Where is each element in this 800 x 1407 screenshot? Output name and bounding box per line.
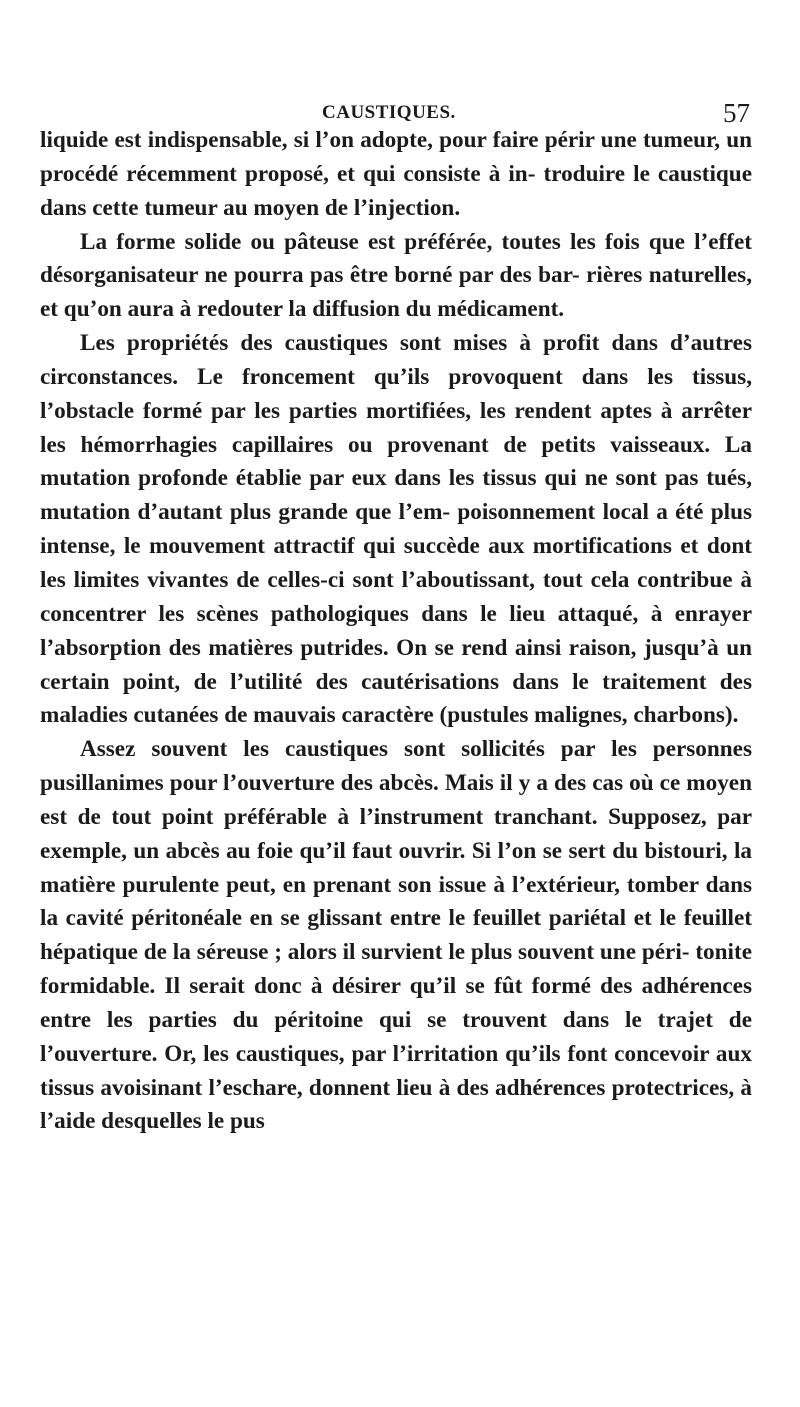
document-page (40, 84, 752, 1139)
paragraph-abscess: Assez souvent les caustiques sont sollicités par les personnes pusillanimes pour l’ouverture des abcès. Mais il y a des cas où ce moyen est de tout point préférable à l’instrument tranchant. Supposez, par exemple, un abcès au foie qu’il faut ouvrir. Si l’on se sert du bistouri, la matière purulente peut, en prenant son issue à l’extérieur, tomber dans la cavité péritonéale en se glissant entre le feuillet pariétal et le feuillet hépatique de la séreuse ; alors il survient le plus souvent une péri- tonite formidable. Il serait donc à désirer qu’il se fût formé des adhérences entre les parties du péritoine qui se trouvent dans le trajet de l’ouverture. Or, les caustiques, par l’irritation qu’ils font concevoir aux tissus avoisinant l’eschare, donnent lieu à des adhérences protectrices, à l’aide desquelles le pus (40, 736, 752, 1135)
paragraph-properties: Les propriétés des caustiques sont mises à profit dans d’autres circonstances. Le froncement qu’ils provoquent dans les tissus, l’obstacle formé par les parties mortifiées, les rendent aptes à arrêter les hémorrhagies capillaires ou provenant de petits vaisseaux. La mutation profonde établie par eux dans les tissus qui ne sont pas tués, mutation d’autant plus grande que l’em- poisonnement local a été plus intense, le mouvement attractif qui succède aux mortifications et dont les limites vivantes de celles-ci sont l’aboutissant, tout cela contribue à concentrer les scènes pathologiques dans le lieu attaqué, à enrayer l’absorption des matières putrides. On se rend ainsi raison, jusqu’à un certain point, de l’utilité des cautérisations dans le traitement des maladies cutanées de mauvais caractère (pustules malignes, charbons). (40, 330, 752, 729)
running-title: CAUSTIQUES. (322, 102, 456, 123)
paragraph-solid-form: La forme solide ou pâteuse est préférée, toutes les fois que l’effet désorganisateur ne pourra pas être borné par des bar- rières naturelles, et qu’on aura à redouter la diffusion du médicament. (40, 228, 752, 323)
paragraph-continuation: liquide est indispensable, si l’on adopte, pour faire périr une tumeur, un procédé récemment proposé, et qui consiste à in- troduire le caustique dans cette tumeur au moyen de l’injection. (40, 127, 752, 221)
page-number: 57 (723, 98, 750, 128)
running-head (40, 84, 752, 128)
body-text (40, 124, 752, 1139)
